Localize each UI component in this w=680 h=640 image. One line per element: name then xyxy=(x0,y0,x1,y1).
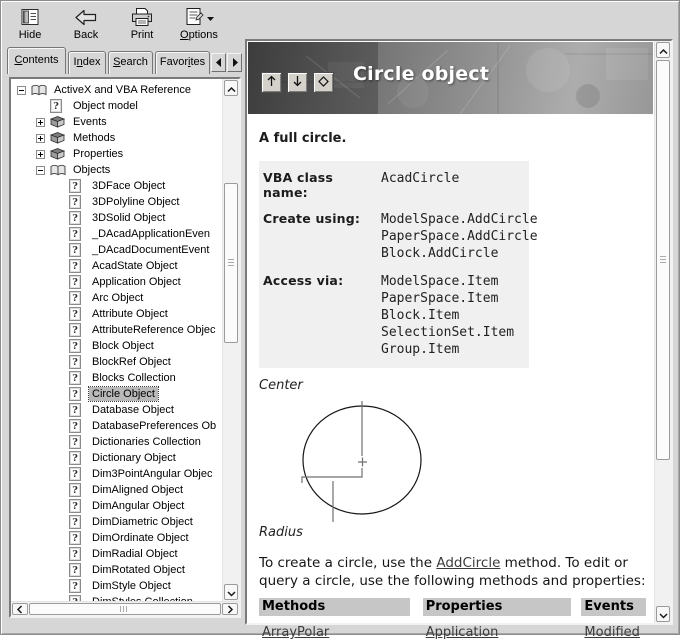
tree-item-label: Properties xyxy=(73,148,124,160)
tab-prev-icon xyxy=(216,55,222,70)
info-values xyxy=(381,211,538,262)
svg-text:?: ? xyxy=(72,485,78,496)
page-question-icon xyxy=(69,291,86,305)
page-question-icon xyxy=(69,275,86,289)
tree-scroll-left-button[interactable] xyxy=(12,603,28,615)
info-value: PaperSpace.AddCircle xyxy=(381,229,538,244)
chevron-down-icon xyxy=(227,585,236,600)
info-value: PaperSpace.Item xyxy=(381,291,499,306)
tree-item-acadstate-object[interactable] xyxy=(11,258,222,274)
tree-item-3dpolyline-object[interactable] xyxy=(11,194,222,210)
tree-item-dacaddocumentevent[interactable] xyxy=(11,242,222,258)
plus-box-icon[interactable] xyxy=(36,118,45,127)
svg-text:?: ? xyxy=(53,101,59,112)
svg-text:?: ? xyxy=(72,261,78,272)
tree-scroll-right-button[interactable] xyxy=(222,603,238,615)
page-question-icon xyxy=(69,467,86,481)
tree-item-label: Attribute Object xyxy=(92,308,168,320)
arraypolar-link[interactable]: ArrayPolar xyxy=(262,625,330,640)
svg-text:?: ? xyxy=(72,357,78,368)
svg-text:?: ? xyxy=(72,501,78,512)
tab-scroll-right-button[interactable] xyxy=(227,53,242,72)
page-question-icon xyxy=(69,563,86,577)
members-column-methods xyxy=(259,598,410,640)
banner-diamond-button[interactable] xyxy=(313,72,334,93)
tree-horizontal-scrollbar[interactable] xyxy=(11,601,239,616)
tree-item-label: DimAligned Object xyxy=(92,484,184,496)
tree-item-block-object[interactable] xyxy=(11,338,222,354)
svg-text:?: ? xyxy=(72,245,78,256)
page-question-icon xyxy=(69,339,86,353)
svg-text:?: ? xyxy=(72,309,78,320)
svg-text:?: ? xyxy=(72,181,78,192)
down-arrow-icon xyxy=(292,75,303,90)
tree-item-dacadapplicationeven[interactable] xyxy=(11,226,222,242)
tree-item-dim3pointangular-objec[interactable] xyxy=(11,466,222,482)
tree-item-label: DimDiametric Object xyxy=(92,516,193,528)
diamond-icon xyxy=(317,75,330,91)
svg-text:?: ? xyxy=(72,341,78,352)
addcircle-link[interactable]: AddCircle xyxy=(436,555,501,571)
tree-item-label: Block Object xyxy=(92,340,154,352)
page-question-icon xyxy=(69,387,86,401)
page-question-icon xyxy=(69,547,86,561)
banner-up-arrow-button[interactable] xyxy=(261,72,282,93)
info-value: Group.Item xyxy=(381,342,460,357)
members-cell xyxy=(423,625,572,640)
svg-text:?: ? xyxy=(72,565,78,576)
tree-scroll-up-button[interactable] xyxy=(224,80,238,96)
page-question-icon xyxy=(69,579,86,593)
toolbar-button-options[interactable] xyxy=(177,4,221,45)
svg-text:?: ? xyxy=(72,453,78,464)
tab-contents[interactable]: Contents xyxy=(7,47,66,74)
svg-text:?: ? xyxy=(72,325,78,336)
paragraph-text: method. To edit or query a circle, use the following methods and properties: xyxy=(259,555,646,589)
members-column-properties xyxy=(423,598,572,640)
tree-item-label: _DAcadDocumentEvent xyxy=(92,244,210,256)
tree-item-attributereference-objec[interactable] xyxy=(11,322,222,338)
svg-text:?: ? xyxy=(72,405,78,416)
tree-item-label: _DAcadApplicationEven xyxy=(92,228,211,240)
info-value: AcadCircle xyxy=(381,171,460,186)
tree-item-label: 3DPolyline Object xyxy=(92,196,180,208)
tree-item-blocks-collection[interactable] xyxy=(11,370,222,386)
topic-pane xyxy=(245,39,673,640)
toolbar-button-print[interactable] xyxy=(121,4,163,45)
topic-vertical-scrollbar[interactable] xyxy=(654,41,671,623)
tree-item-arc-object[interactable] xyxy=(11,290,222,306)
tree-item-events[interactable] xyxy=(11,114,222,130)
tree-item-attribute-object[interactable] xyxy=(11,306,222,322)
application-link[interactable]: Application xyxy=(425,625,499,640)
page-question-icon xyxy=(69,435,86,449)
tree-item-application-object[interactable] xyxy=(11,274,222,290)
book-closed-icon xyxy=(50,148,67,160)
hide-icon xyxy=(19,5,41,27)
tree-item-label: Circle Object xyxy=(89,387,158,401)
print-icon xyxy=(130,5,154,27)
topic-scroll-down-button[interactable] xyxy=(656,606,670,622)
tree-item-label: AttributeReference Objec xyxy=(92,324,216,336)
tree-item-databasepreferences-ob[interactable] xyxy=(11,418,222,434)
page-question-icon xyxy=(69,179,86,193)
tree-item-dimaligned-object[interactable] xyxy=(11,482,222,498)
tree-item-circle-object[interactable] xyxy=(11,386,222,402)
tree-item-label: DimStyle Object xyxy=(92,580,171,592)
tree-item-dictionary-object[interactable] xyxy=(11,450,222,466)
svg-text:?: ? xyxy=(72,277,78,288)
tab-next-icon xyxy=(232,55,238,70)
tree-item-dimdiametric-object[interactable] xyxy=(11,514,222,530)
info-row xyxy=(263,170,525,200)
tree-scroll-down-button[interactable] xyxy=(224,584,238,600)
page-question-icon xyxy=(69,307,86,321)
toolbar-button-label: Print xyxy=(130,29,154,41)
topic-title: Circle object xyxy=(353,63,490,85)
tree-item-label: Dictionary Object xyxy=(92,452,176,464)
banner-down-arrow-button[interactable] xyxy=(287,72,308,93)
tree-item-dimradial-object[interactable] xyxy=(11,546,222,562)
info-value: Block.AddCircle xyxy=(381,246,499,261)
svg-text:?: ? xyxy=(72,213,78,224)
options-icon xyxy=(183,5,214,27)
page-question-icon xyxy=(69,451,86,465)
minus-box-icon[interactable] xyxy=(17,86,26,95)
plus-box-icon[interactable] xyxy=(36,150,45,159)
book-open-icon xyxy=(31,84,48,97)
page-question-icon xyxy=(69,259,86,273)
info-label: VBA class name: xyxy=(263,170,334,200)
info-row xyxy=(263,273,525,358)
page-question-icon xyxy=(69,371,86,385)
paragraph-text: To create a circle, use the xyxy=(259,555,437,571)
members-column-events xyxy=(581,598,646,640)
tree-item-3dsolid-object[interactable] xyxy=(11,210,222,226)
members-header-properties: Properties xyxy=(423,598,572,616)
tree-item-label: DatabasePreferences Ob xyxy=(92,420,217,432)
topic-paragraph xyxy=(259,554,646,590)
members-cell xyxy=(581,625,646,640)
svg-text:?: ? xyxy=(72,197,78,208)
chevron-right-icon xyxy=(227,602,233,617)
tree-item-dimangular-object[interactable] xyxy=(11,498,222,514)
page-question-icon xyxy=(50,99,67,113)
tree-item-label: Methods xyxy=(73,132,116,144)
tree-item-label: Events xyxy=(73,116,107,128)
page-question-icon xyxy=(69,483,86,497)
info-box xyxy=(259,161,538,368)
tree-item-label: Blocks Collection xyxy=(92,372,176,384)
members-header-methods: Methods xyxy=(259,598,410,616)
page-question-icon xyxy=(69,195,86,209)
page-question-icon xyxy=(69,211,86,225)
page-question-icon xyxy=(69,419,86,433)
page-question-icon xyxy=(69,243,86,257)
tab-favorites[interactable]: Favorites xyxy=(155,51,210,74)
toolbar xyxy=(9,4,221,45)
tab-scroll-left-button[interactable] xyxy=(211,53,226,72)
svg-text:?: ? xyxy=(72,581,78,592)
info-values xyxy=(381,170,459,200)
circle-diagram xyxy=(281,399,491,523)
tree-item-objects[interactable] xyxy=(11,162,222,178)
toolbar-button-label: Hide xyxy=(18,29,42,41)
topic-banner xyxy=(248,42,653,114)
members-cell xyxy=(259,625,410,640)
info-row xyxy=(263,211,538,262)
info-value: ModelSpace.AddCircle xyxy=(381,212,538,227)
tree-item-label: Dim3PointAngular Objec xyxy=(92,468,213,480)
tree-item-label: DimRotated Object xyxy=(92,564,185,576)
tree-item-label: DimRadial Object xyxy=(92,548,178,560)
svg-text:?: ? xyxy=(72,293,78,304)
topic-body xyxy=(247,115,654,640)
tree-vertical-scrollbar[interactable] xyxy=(222,79,239,601)
svg-text:?: ? xyxy=(72,373,78,384)
tree-item-label: 3DFace Object xyxy=(92,180,166,192)
tree-horizontal-thumb[interactable] xyxy=(29,603,221,615)
page-question-icon xyxy=(69,227,86,241)
tree-scrollbar-thumb[interactable] xyxy=(224,183,238,343)
tree-item-dimrotated-object[interactable] xyxy=(11,562,222,578)
svg-text:?: ? xyxy=(72,549,78,560)
page-question-icon xyxy=(69,499,86,513)
minus-box-icon[interactable] xyxy=(36,166,45,175)
up-arrow-icon xyxy=(266,75,277,90)
tree-item-label: BlockRef Object xyxy=(92,356,171,368)
members-header-events: Events xyxy=(581,598,646,616)
page-question-icon xyxy=(69,515,86,529)
page-question-icon xyxy=(69,403,86,417)
svg-text:?: ? xyxy=(72,469,78,480)
plus-box-icon[interactable] xyxy=(36,134,45,143)
tree-item-blockref-object[interactable] xyxy=(11,354,222,370)
info-value: SelectionSet.Item xyxy=(381,325,515,340)
chevron-left-icon xyxy=(17,602,23,617)
svg-text:?: ? xyxy=(72,517,78,528)
book-closed-icon xyxy=(50,132,67,144)
toolbar-button-hide[interactable] xyxy=(9,4,51,45)
center-label: Center xyxy=(259,378,303,393)
tree-item-database-object[interactable] xyxy=(11,402,222,418)
tree-item-properties[interactable] xyxy=(11,146,222,162)
topic-summary: A full circle. xyxy=(259,131,347,146)
tree-item-label: DimOrdinate Object xyxy=(92,532,189,544)
info-values xyxy=(381,273,514,358)
svg-text:?: ? xyxy=(72,421,78,432)
toolbar-button-label: Options xyxy=(180,29,218,41)
chevron-up-icon xyxy=(227,81,236,96)
svg-text:?: ? xyxy=(72,389,78,400)
tree-item-label: 3DSolid Object xyxy=(92,212,166,224)
tree-item-dimstyle-object[interactable] xyxy=(11,578,222,594)
chevron-up-icon xyxy=(659,43,668,58)
info-value: ModelSpace.Item xyxy=(381,274,499,289)
info-value: Block.Item xyxy=(381,308,460,323)
tree-item-label: DimAngular Object xyxy=(92,500,185,512)
tree-item-label: Objects xyxy=(73,164,111,176)
page-question-icon xyxy=(69,323,86,337)
tree-item-dictionaries-collection[interactable] xyxy=(11,434,222,450)
book-open-icon xyxy=(50,164,67,177)
tree-item-label: ActiveX and VBA Reference xyxy=(54,84,191,96)
topic-scroll-up-button[interactable] xyxy=(656,42,670,58)
tree-item-label: AcadState Object xyxy=(92,260,178,272)
contents-tree xyxy=(11,79,222,601)
tree-item-label: Object model xyxy=(73,100,138,112)
tree-item-activex-and-vba-reference[interactable] xyxy=(11,82,222,98)
tab-search[interactable]: Search xyxy=(108,51,153,74)
page-question-icon xyxy=(69,531,86,545)
info-label: Access via: xyxy=(263,273,344,288)
tree-item-label: Dictionaries Collection xyxy=(92,436,201,448)
book-closed-icon xyxy=(50,116,67,128)
tree-item-object-model[interactable] xyxy=(11,98,222,114)
tab-index[interactable]: Index xyxy=(68,51,106,74)
tree-item-methods[interactable] xyxy=(11,130,222,146)
contents-tree-pane xyxy=(9,77,241,618)
page-question-icon xyxy=(69,355,86,369)
modified-link[interactable]: Modified xyxy=(584,625,640,640)
tree-item-label: Database Object xyxy=(92,404,174,416)
svg-text:?: ? xyxy=(72,533,78,544)
svg-text:?: ? xyxy=(72,437,78,448)
tree-item-dimordinate-object[interactable] xyxy=(11,530,222,546)
toolbar-button-label: Back xyxy=(73,29,99,41)
radius-label: Radius xyxy=(259,525,303,540)
toolbar-button-back[interactable] xyxy=(65,4,107,45)
members-table xyxy=(259,598,646,640)
back-icon xyxy=(74,5,98,27)
dropdown-arrow-icon xyxy=(207,9,214,27)
topic-scrollbar-thumb[interactable] xyxy=(656,60,670,460)
tree-item-3dface-object[interactable] xyxy=(11,178,222,194)
tree-item-label: Application Object xyxy=(92,276,181,288)
chevron-down-icon xyxy=(659,607,668,622)
svg-text:?: ? xyxy=(72,229,78,240)
info-label: Create using: xyxy=(263,211,361,226)
topic-content xyxy=(247,41,654,640)
tree-item-label: Arc Object xyxy=(92,292,144,304)
